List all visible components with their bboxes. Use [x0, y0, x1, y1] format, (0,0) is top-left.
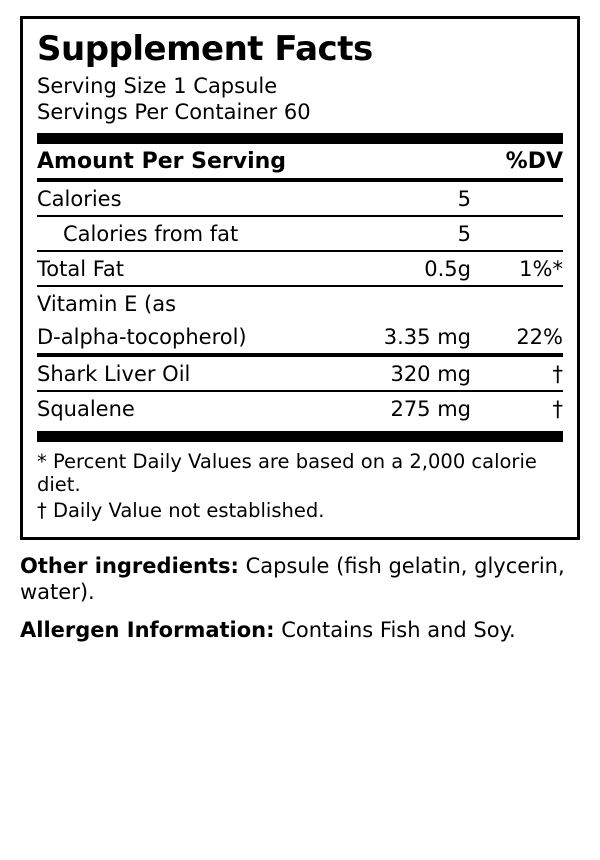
allergen-label: Allergen Information:: [20, 618, 275, 643]
nutrient-dv: †: [552, 361, 563, 386]
nutrient-name: Calories: [37, 186, 122, 211]
footnote-daily-value: * Percent Daily Values are based on a 2,000 calorie diet.: [37, 449, 537, 497]
spacer-cell: [321, 144, 481, 178]
nutrient-dv: 1%*: [519, 256, 563, 281]
allergen-line: [20, 617, 580, 643]
other-ingredients-line: [20, 553, 580, 606]
table-header-row: [37, 144, 563, 178]
nutrient-dv: [481, 217, 563, 250]
below-panel-text: [20, 553, 580, 644]
nutrient-amount: 275 mg: [390, 396, 471, 421]
nutrient-name: Shark Liver Oil: [37, 361, 191, 386]
nutrient-name: D-alpha-tocopherol): [37, 324, 247, 349]
thick-divider-bottom: [37, 431, 563, 442]
table-row: [37, 357, 563, 390]
percent-dv-header: %DV: [505, 148, 563, 174]
supplement-facts-panel: [20, 16, 580, 540]
table-row: [37, 252, 563, 285]
nutrient-name: Squalene: [37, 396, 135, 421]
thick-divider-top: [37, 133, 563, 144]
nutrient-amount: 0.5g: [424, 256, 471, 281]
allergen-text: Contains Fish and Soy.: [274, 618, 516, 643]
nutrient-dv: [481, 287, 563, 320]
table-row: [37, 182, 563, 215]
nutrient-amount: 5: [457, 186, 471, 211]
amount-per-serving-header: Amount Per Serving: [37, 148, 287, 174]
serving-size-line: Serving Size 1 Capsule: [37, 74, 278, 99]
nutrition-table: [37, 144, 563, 425]
table-row: [37, 392, 563, 425]
page-title: Supplement Facts: [37, 29, 373, 69]
other-ingredients-label: Other ingredients:: [20, 553, 239, 578]
footnotes: [37, 442, 563, 523]
table-row: [37, 217, 563, 250]
servings-per-container-line: Servings Per Container 60: [37, 100, 311, 124]
nutrient-amount: 320 mg: [390, 361, 471, 386]
nutrient-name: Total Fat: [37, 256, 124, 281]
nutrient-name: Calories from fat: [63, 221, 239, 246]
footnote-dagger: † Daily Value not established.: [37, 499, 325, 523]
nutrient-dv: [481, 182, 563, 215]
nutrient-dv: 22%: [516, 324, 563, 349]
nutrient-dv: †: [552, 396, 563, 421]
other-ingredients-text: Capsule (fish gelatin, glycerin, water).: [20, 553, 565, 605]
nutrient-amount: 5: [457, 221, 471, 246]
table-row: [37, 320, 563, 353]
nutrient-amount: 3.35 mg: [383, 324, 471, 349]
table-row: [37, 287, 563, 320]
nutrient-amount: [321, 287, 481, 320]
nutrient-name: Vitamin E (as: [37, 291, 177, 316]
